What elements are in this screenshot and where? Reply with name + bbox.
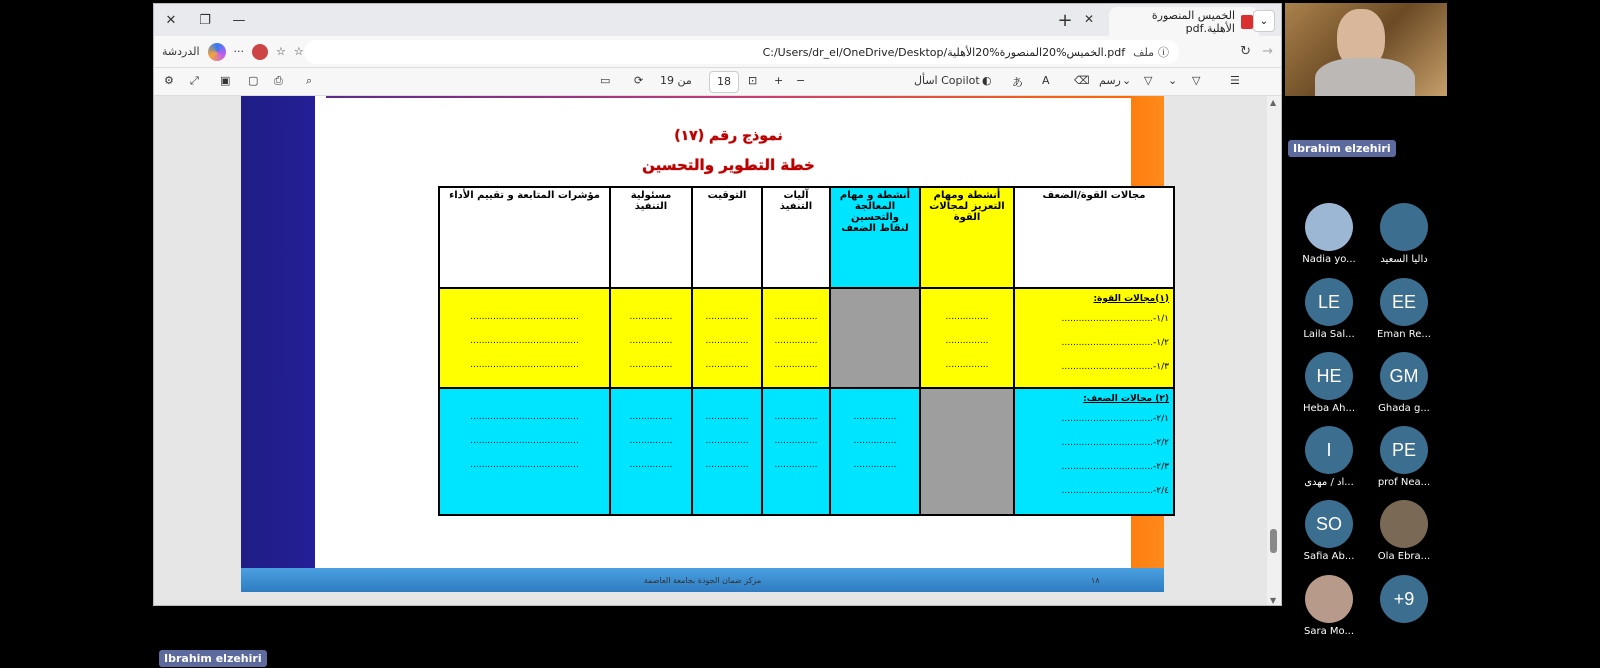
tab-title: الخميس المنصورة الأهلية.pdf xyxy=(1151,8,1235,35)
favorites-icon[interactable]: ☆ xyxy=(276,45,286,58)
forward-icon[interactable]: → xyxy=(1262,44,1273,59)
dots-cell: ............... ............... ............... xyxy=(692,388,762,515)
list-item: ٢/٢-................................ xyxy=(1061,438,1169,449)
dots-cell: ...................................... ...................................... ...................................... xyxy=(439,288,610,389)
refresh-icon[interactable]: ↻ xyxy=(1240,44,1251,59)
pdf-viewer xyxy=(154,96,1281,606)
participant-name: prof Nea... xyxy=(1377,477,1431,488)
fullscreen-icon[interactable]: ⤢ xyxy=(190,74,199,87)
bottom-name-label: Ibrahim elzehiri xyxy=(159,650,267,667)
participant-name: Ola Ebra... xyxy=(1377,551,1431,562)
scroll-down-icon[interactable]: ▼ xyxy=(1270,596,1277,605)
translate-icon[interactable]: あ xyxy=(1012,76,1023,89)
header-cell: آليات التنفيذ xyxy=(762,187,830,288)
participant-tile[interactable] xyxy=(1367,426,1441,488)
avatar: LE xyxy=(1305,278,1353,326)
participant-name: داليا السعيد xyxy=(1380,254,1428,265)
ask-copilot-button[interactable]: اسأل Copilot xyxy=(914,74,980,87)
erase-icon[interactable]: ⌫ xyxy=(1074,74,1090,87)
url-text: C:/Users/dr_el/OneDrive/Desktop/الخميس%20المنصورة%20الأهلية.pdf xyxy=(762,45,1126,59)
table-header-row xyxy=(439,187,1174,288)
minimize-window-icon[interactable]: — xyxy=(232,12,246,28)
avatar xyxy=(1305,575,1353,623)
close-window-icon[interactable]: ✕ xyxy=(165,12,177,28)
participant-tile[interactable] xyxy=(1367,352,1441,414)
speaker-name-label: Ibrahim elzehiri xyxy=(1288,140,1396,157)
list-item: ١/٣-................................ xyxy=(1061,361,1169,372)
header-cell: أنشطة و مهام المعالجة والتحسين لنقاط الضعف xyxy=(830,187,920,288)
scroll-up-icon[interactable]: ▲ xyxy=(1270,98,1277,107)
participant-tile[interactable] xyxy=(1367,278,1441,340)
draw-icon[interactable]: ▽ xyxy=(1144,74,1153,87)
list-item: ٢/١-................................ xyxy=(1061,414,1169,425)
strengths-cell xyxy=(1014,288,1174,389)
zoom-in-icon[interactable]: + xyxy=(774,74,784,87)
self-video-tile xyxy=(1285,3,1447,96)
header-cell: مجالات القوة/الضعف xyxy=(1014,187,1174,288)
tab-actions-chevron-icon[interactable]: ⌄ xyxy=(1253,10,1275,32)
scroll-thumb[interactable] xyxy=(1270,529,1277,553)
participant-name: Laila Sal... xyxy=(1303,329,1355,340)
shaded-cell xyxy=(830,288,920,389)
avatar: PE xyxy=(1380,426,1428,474)
new-tab-icon[interactable]: + xyxy=(1057,10,1073,31)
browser-window xyxy=(153,3,1282,606)
dots-cell: ............... ............... ............... xyxy=(762,288,830,389)
slide-page-number: ١٨ xyxy=(1091,576,1100,585)
rotate-icon[interactable]: ⟳ xyxy=(634,74,644,87)
window-controls xyxy=(154,4,256,36)
participant-tile[interactable] xyxy=(1367,203,1441,265)
avatar xyxy=(1380,203,1428,251)
slide-top-stripe xyxy=(326,96,1131,98)
participant-tile[interactable] xyxy=(1292,575,1366,637)
copilot-pdf-icon[interactable]: ◐ xyxy=(982,74,992,87)
avatar: SO xyxy=(1305,500,1353,548)
chevron-down-icon[interactable]: ⌄ xyxy=(1122,74,1132,87)
info-icon[interactable]: ⓘ xyxy=(1158,46,1169,59)
avatar: EE xyxy=(1380,278,1428,326)
participant-name: اد / مهدى... xyxy=(1304,477,1354,488)
participant-tile[interactable] xyxy=(1292,352,1366,414)
tab-bar xyxy=(154,4,1281,36)
avatar: I xyxy=(1305,426,1353,474)
table-row xyxy=(439,288,1174,389)
header-cell: أنشطة ومهام التعزيز لمجالات القوة xyxy=(920,187,1014,288)
header-cell: التوقيت xyxy=(692,187,762,288)
address-bar-row xyxy=(154,36,1281,68)
tab-pdf[interactable] xyxy=(1109,7,1259,36)
participant-name: Heba Ah... xyxy=(1302,403,1356,414)
highlight-icon[interactable]: ▽ xyxy=(1192,74,1201,87)
slide-content xyxy=(326,96,1169,568)
participant-name: Safia Ab... xyxy=(1303,551,1355,562)
search-icon[interactable]: ⌕ xyxy=(306,74,313,87)
read-aloud-icon[interactable]: A xyxy=(1042,74,1050,87)
list-item: ١/٢-................................ xyxy=(1061,337,1169,348)
contents-icon[interactable]: ☰ xyxy=(1230,74,1240,87)
participant-tile[interactable] xyxy=(1367,500,1441,562)
dots-cell: ............... ............... ............... xyxy=(830,388,920,515)
settings-icon[interactable]: ⚙ xyxy=(164,74,174,87)
speaker-body xyxy=(1315,58,1415,96)
participant-tile[interactable] xyxy=(1292,203,1366,265)
vertical-scrollbar[interactable] xyxy=(1267,96,1281,606)
table-row xyxy=(439,388,1174,515)
dots-cell: ............... ............... ............... xyxy=(920,288,1014,389)
slide-footer xyxy=(241,568,1164,592)
strengths-heading: (١)مجالات القوة: xyxy=(1093,293,1169,304)
participant-name: Sara Mo... xyxy=(1304,626,1354,637)
split-screen-icon[interactable]: ☆ xyxy=(293,45,304,58)
participant-tile[interactable] xyxy=(1367,575,1441,626)
pdf-toolbar xyxy=(154,68,1281,96)
avatar: GM xyxy=(1380,352,1428,400)
save-as-icon[interactable]: ▢ xyxy=(248,74,259,87)
dots-cell: ............... ............... ............... xyxy=(692,288,762,389)
url-field[interactable] xyxy=(304,40,1179,64)
avatar: +9 xyxy=(1380,575,1428,623)
page-of-label: من 19 xyxy=(660,74,692,87)
profile-icon[interactable] xyxy=(252,44,268,60)
list-item: ٢/٤-................................ xyxy=(1061,486,1169,497)
slide-page xyxy=(241,96,1169,592)
shaded-cell xyxy=(920,388,1014,515)
participant-tile[interactable] xyxy=(1292,500,1366,562)
more-icon[interactable]: ··· xyxy=(233,45,245,58)
zoom-out-icon[interactable]: − xyxy=(796,74,806,87)
print-icon[interactable]: ⎙ xyxy=(274,74,283,87)
plan-title: خطة التطوير والتحسين xyxy=(642,156,815,174)
footer-text: مركز ضمان الجودة بجامعة العاصمة xyxy=(643,576,762,585)
form-number-title: نموذج رقم (١٧) xyxy=(674,128,783,144)
dots-cell: ............... ............... ............... xyxy=(610,388,692,515)
chat-label[interactable]: الدردشة xyxy=(162,45,200,58)
pdf-icon xyxy=(1241,15,1253,29)
weaknesses-heading: (٢) مجالات الضعف: xyxy=(1083,394,1169,405)
dots-cell: ............... ............... ............... xyxy=(610,288,692,389)
restore-window-icon[interactable]: ❐ xyxy=(199,12,211,28)
weaknesses-cell xyxy=(1014,388,1174,515)
list-item: ٢/٣-................................ xyxy=(1061,462,1169,473)
participant-name: Nadia yo... xyxy=(1302,254,1356,265)
avatar xyxy=(1305,203,1353,251)
chevron-down-icon[interactable]: ⌄ xyxy=(1168,74,1178,87)
list-item: ١/١-................................ xyxy=(1061,313,1169,324)
close-tab-icon[interactable]: ✕ xyxy=(1084,12,1095,26)
copilot-icon[interactable] xyxy=(208,43,226,61)
header-cell: مسئولية التنفيذ xyxy=(610,187,692,288)
draw-label[interactable]: رسم xyxy=(1099,74,1121,87)
fit-page-icon[interactable]: ⊡ xyxy=(748,74,758,87)
save-icon[interactable]: ▣ xyxy=(220,74,231,87)
page-number-input[interactable]: 18 xyxy=(709,71,739,93)
file-label: ملف xyxy=(1133,45,1154,59)
header-cell: مؤشرات المتابعة و تقييم الأداء xyxy=(439,187,610,288)
address-left-tools xyxy=(154,43,304,61)
participant-name: Eman Re... xyxy=(1377,329,1431,340)
page-view-icon[interactable]: ▭ xyxy=(600,74,611,87)
dots-cell: ............... ............... ............... xyxy=(762,388,830,515)
avatar: HE xyxy=(1305,352,1353,400)
dots-cell: ...................................... ...................................... ...................................... xyxy=(439,388,610,515)
participant-name: Ghada g... xyxy=(1378,403,1430,414)
participant-tile[interactable] xyxy=(1292,426,1366,488)
participant-tile[interactable] xyxy=(1292,278,1366,340)
avatar xyxy=(1380,500,1428,548)
improvement-plan-table xyxy=(438,186,1175,516)
